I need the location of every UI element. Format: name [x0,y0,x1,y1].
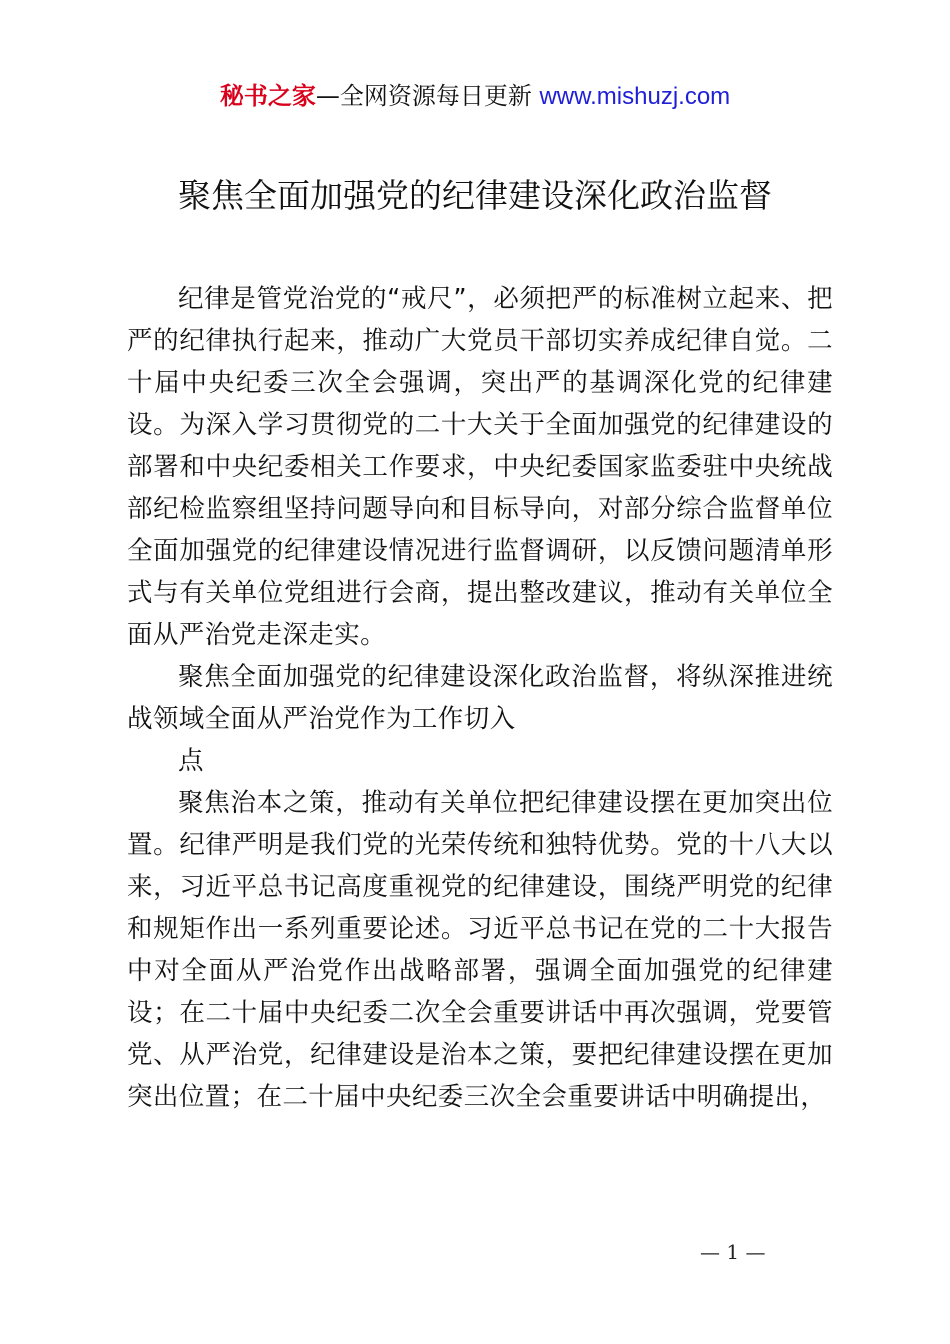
site-url-link[interactable]: www.mishuzj.com [539,83,731,110]
paragraph: 点 [178,746,204,776]
paragraph: 纪律是管党治党的“戒尺”，必须把严的标准树立起来、把严的纪律执行起来，推动广大党员干部切实养成纪律自觉。二十届中央纪委三次全会强调，突出严的基调深化党的纪律建设。为深入学习贯彻党的二十大关于全面加强党的纪律建设的部署和中央纪委相关工作要求，中央纪委国家监委驻中央统战部纪检监察组坚持问题导向和目标导向，对部分综合监督单位全面加强党的纪律建设情况进行监督调研，以反馈问题清单形式与有关单位党组进行会商，提出整改建议，推动有关单位全面从严治党走深走实。 [127,284,833,650]
paragraph: 聚焦全面加强党的纪律建设深化政治监督，将纵深推进统战领域全面从严治党作为工作切入 [127,662,833,734]
paragraph: 聚焦治本之策，推动有关单位把纪律建设摆在更加突出位置。纪律严明是我们党的光荣传统和独特优势。党的十八大以来，习近平总书记高度重视党的纪律建设，围绕严明党的纪律和规矩作出一系列重要论述。习近平总书记在党的二十大报告中对全面从严治党作出战略部署，强调全面加强党的纪律建设；在二十届中央纪委二次全会重要讲话中再次强调，党要管党、从严治党，纪律建设是治本之策，要把纪律建设摆在更加突出位置；在二十届中央纪委三次全会重要讲话中明确提出， [127,788,833,1112]
site-slogan: —全网资源每日更新 [315,82,532,110]
document-body [127,278,833,1118]
site-brand: 秘书之家 [219,82,316,110]
site-header [0,80,950,113]
document-title: 聚焦全面加强党的纪律建设深化政治监督 [178,176,772,215]
page-number: — 1 — [700,1240,766,1264]
